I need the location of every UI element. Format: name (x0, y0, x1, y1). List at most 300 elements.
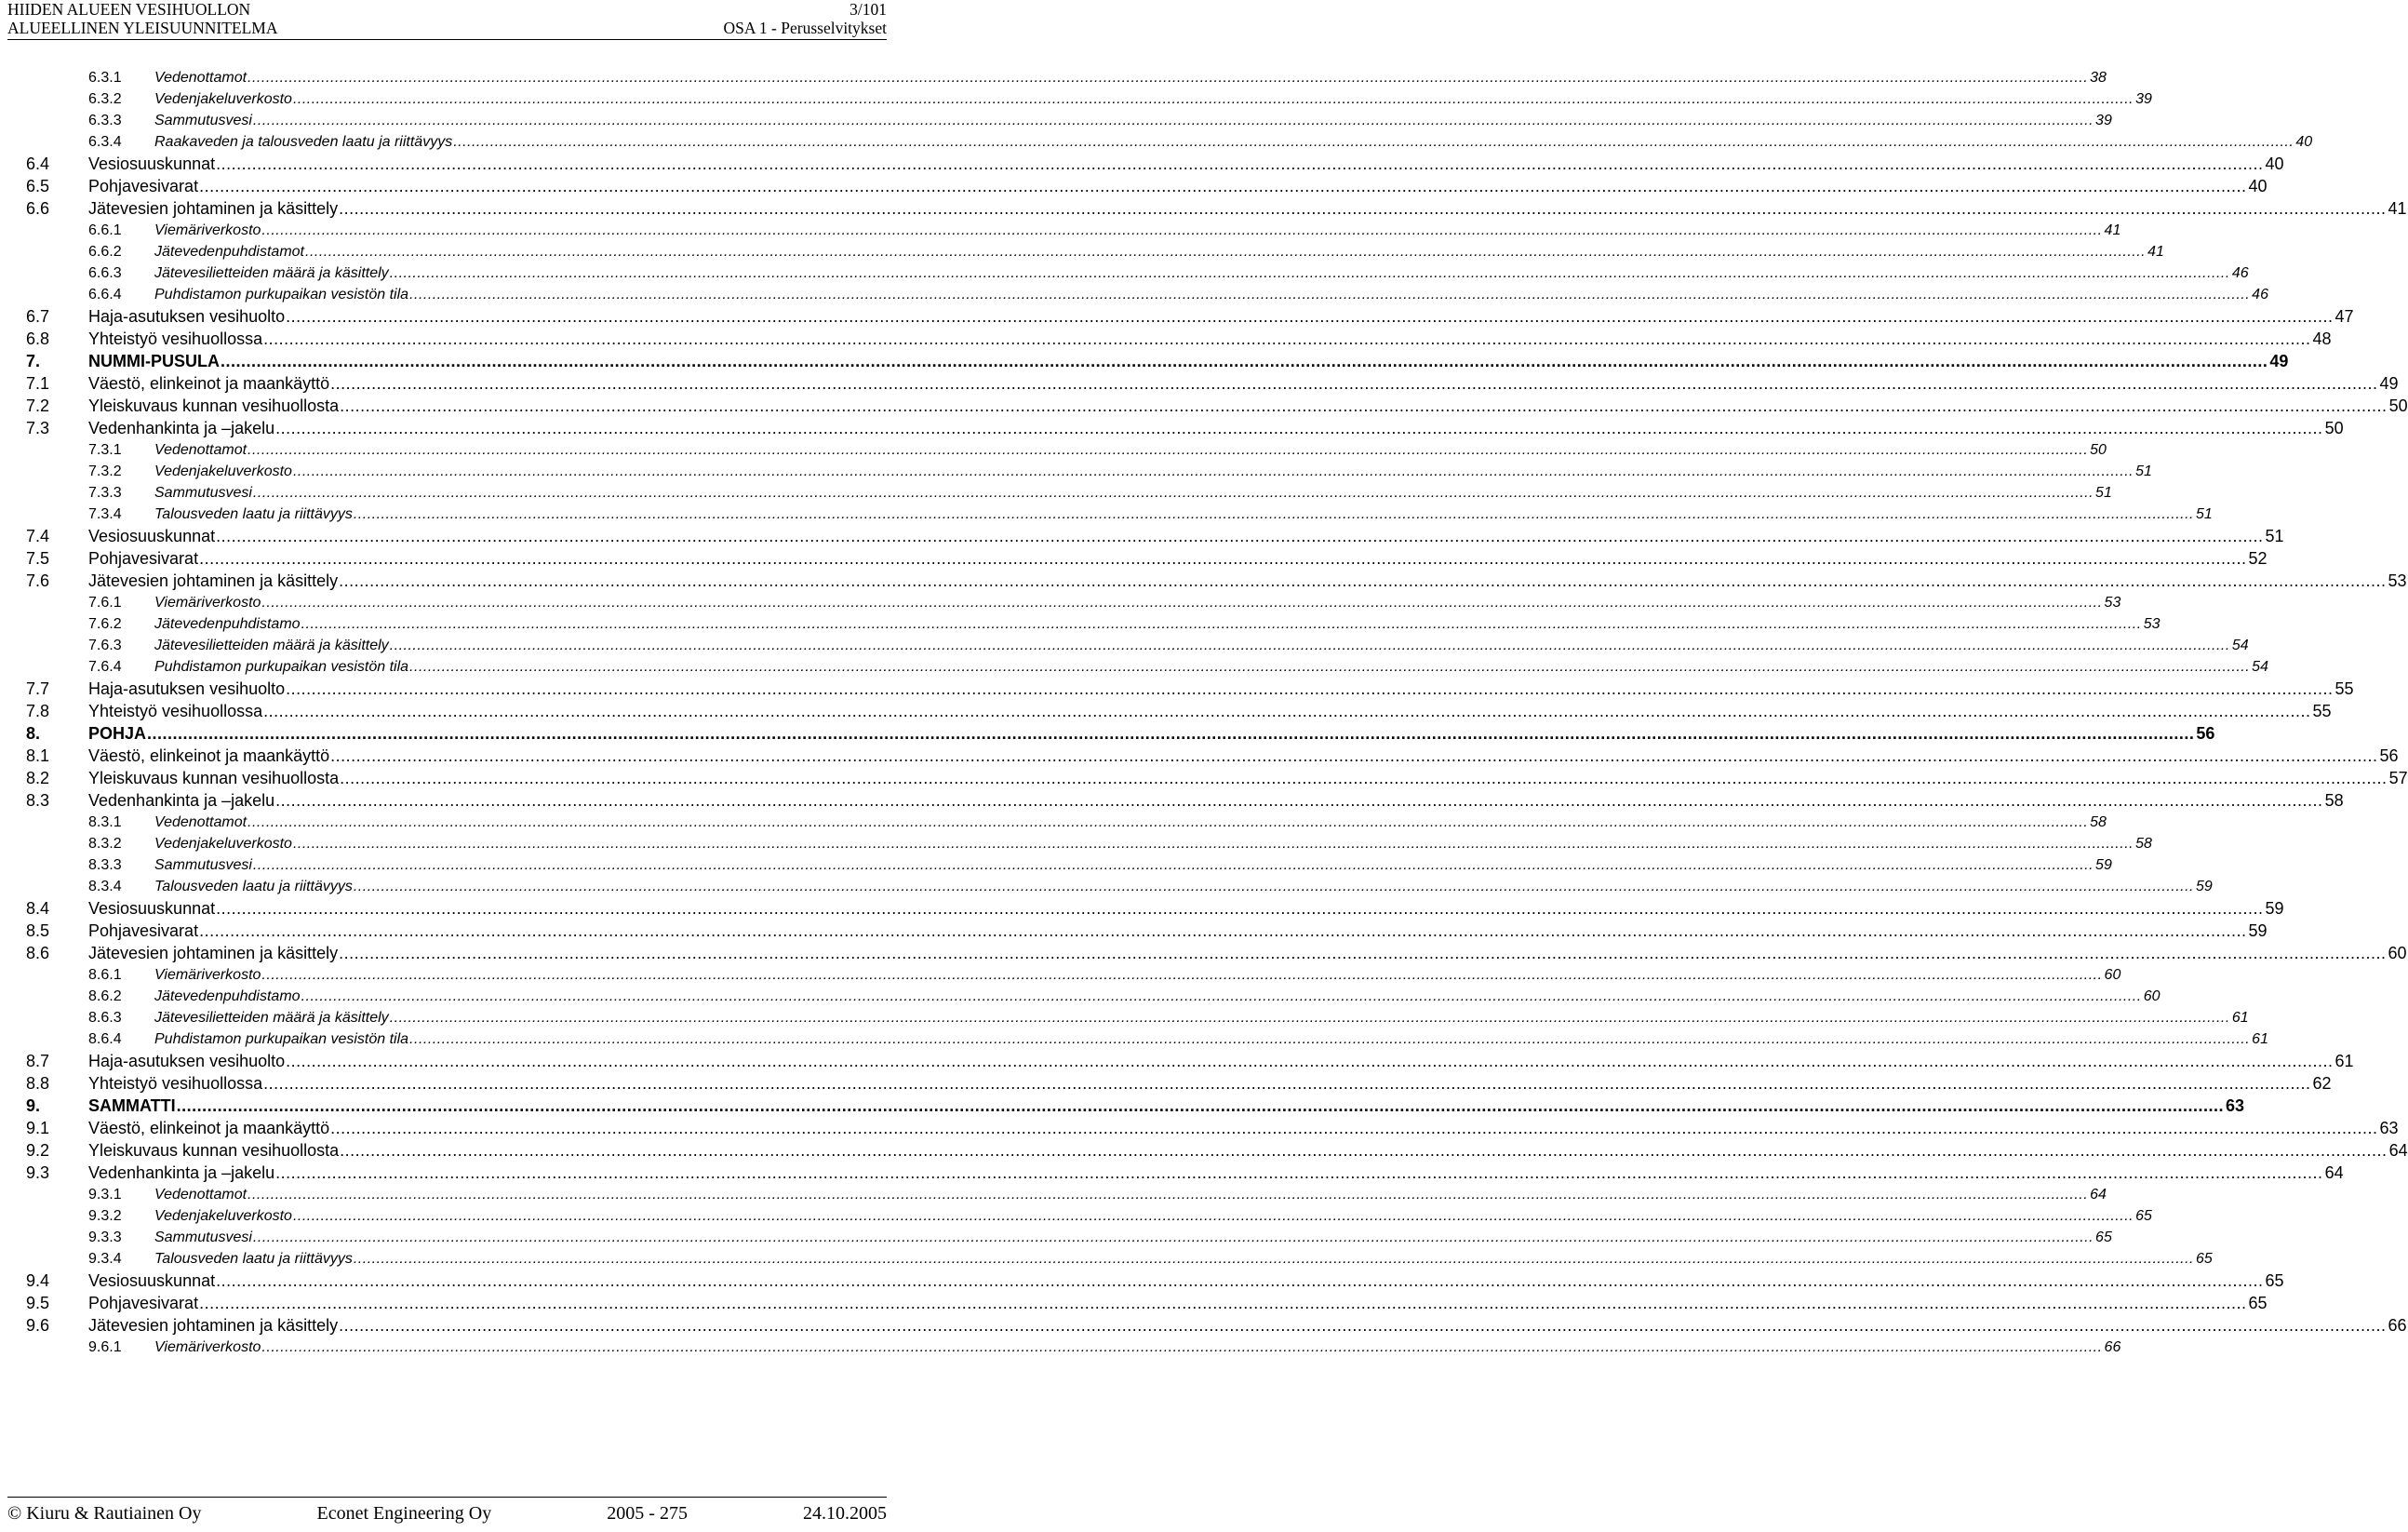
toc-entry[interactable] (26, 461, 2152, 482)
toc-dot-leader: ................................................................................................................................................................................................................................................................................................................................................................................................................ (275, 791, 2323, 810)
toc-entry-number: 9.3.3 (88, 1230, 122, 1245)
toc-dot-leader: ................................................................................................................................................................................................................................................................................................................................................................................................................ (409, 1031, 2251, 1047)
toc-dot-leader: ................................................................................................................................................................................................................................................................................................................................................................................................................ (353, 879, 2194, 894)
toc-entry-page: 65 (2195, 1251, 2213, 1267)
toc-entry-page: 52 (2248, 549, 2268, 568)
toc-entry-page: 40 (2295, 134, 2313, 150)
toc-entry-title: Pohjavesivarat (88, 1294, 199, 1312)
toc-entry[interactable] (26, 942, 2407, 964)
toc-entry-title: Väestö, elinkeinot ja maankäyttö (88, 1119, 330, 1137)
toc-entry[interactable] (26, 833, 2152, 854)
toc-entry[interactable] (26, 1095, 2245, 1117)
toc-entry-page: 56 (2379, 746, 2399, 765)
toc-entry-number: 8.6.3 (88, 1010, 122, 1026)
toc-dot-leader: ................................................................................................................................................................................................................................................................................................................................................................................................................ (247, 442, 2089, 458)
toc-entry-page: 54 (2252, 659, 2268, 675)
toc-entry-page: 58 (2324, 791, 2344, 810)
toc-entry[interactable] (26, 613, 2161, 635)
header-row-top (7, 0, 887, 19)
toc-entry-page: 53 (2388, 571, 2407, 590)
toc-entry-title: Jätevesien johtaminen ja käsittely (88, 944, 339, 962)
toc-entry[interactable] (26, 986, 2161, 1007)
toc-entry-number: 7.4 (26, 527, 50, 545)
toc-dot-leader: ................................................................................................................................................................................................................................................................................................................................................................................................................ (339, 571, 2387, 590)
toc-entry-page: 56 (2196, 724, 2215, 743)
toc-entry[interactable] (26, 678, 2354, 700)
toc-dot-leader: ................................................................................................................................................................................................................................................................................................................................................................................................................ (261, 967, 2103, 983)
toc-entry-page: 39 (2095, 113, 2112, 128)
toc-entry-number: 7.6.3 (88, 638, 122, 653)
toc-entry-title: Yhteistyö vesihuollossa (88, 702, 263, 720)
toc-entry-number: 6.3.1 (88, 70, 122, 86)
toc-dot-leader: ................................................................................................................................................................................................................................................................................................................................................................................................................ (330, 746, 2378, 765)
toc-entry-title: Puhdistamon purkupaikan vesistön tila (154, 287, 409, 302)
toc-entry-number: 9.1 (26, 1119, 50, 1137)
toc-dot-leader: ................................................................................................................................................................................................................................................................................................................................................................................................................ (199, 1294, 2247, 1312)
toc-entry-page: 64 (2388, 1141, 2408, 1160)
toc-dot-leader: ................................................................................................................................................................................................................................................................................................................................................................................................................ (389, 638, 2230, 653)
toc-entry-page: 54 (2231, 638, 2249, 653)
toc-entry-number: 8.6.2 (88, 988, 122, 1004)
toc-entry[interactable] (26, 395, 2408, 417)
toc-entry-title: Jätevesien johtaminen ja käsittely (88, 1316, 339, 1335)
toc-entry-title: NUMMI-PUSULA (88, 352, 220, 370)
toc-entry-number: 7. (26, 352, 41, 370)
toc-entry[interactable] (26, 131, 2313, 153)
toc-entry-page: 48 (2312, 329, 2332, 348)
toc-entry-title: Vedenjakeluverkosto (154, 464, 292, 479)
toc-entry-number: 6.3.4 (88, 134, 122, 150)
toc-entry-page: 46 (2231, 265, 2249, 281)
toc-entry[interactable] (26, 153, 2284, 175)
toc-entry[interactable] (26, 1205, 2152, 1227)
header-row-bottom (7, 19, 887, 37)
toc-entry-page: 65 (2095, 1230, 2112, 1245)
toc-entry-number: 7.8 (26, 702, 50, 720)
toc-entry-number: 6.8 (26, 329, 50, 348)
toc-entry[interactable] (26, 1139, 2408, 1162)
toc-entry[interactable] (26, 1314, 2407, 1337)
page-footer (7, 1497, 887, 1525)
toc-dot-leader: ................................................................................................................................................................................................................................................................................................................................................................................................................ (353, 506, 2194, 522)
toc-dot-leader: ................................................................................................................................................................................................................................................................................................................................................................................................................ (247, 70, 2089, 86)
toc-dot-leader: ................................................................................................................................................................................................................................................................................................................................................................................................................ (389, 265, 2230, 281)
toc-entry[interactable] (26, 700, 2332, 722)
toc-entry-page: 51 (2095, 485, 2112, 501)
toc-entry-title: Vedenhankinta ja –jakelu (88, 791, 275, 810)
toc-entry-page: 61 (2252, 1031, 2268, 1047)
toc-entry-number: 6.3.2 (88, 91, 122, 107)
toc-dot-leader: ................................................................................................................................................................................................................................................................................................................................................................................................................ (292, 1208, 2134, 1224)
toc-dot-leader: ................................................................................................................................................................................................................................................................................................................................................................................................................ (330, 1119, 2378, 1137)
toc-entry[interactable] (26, 482, 2112, 504)
toc-entry[interactable] (26, 854, 2112, 876)
toc-entry[interactable] (26, 1270, 2284, 1292)
toc-dot-leader: ................................................................................................................................................................................................................................................................................................................................................................................................................ (330, 374, 2378, 393)
toc-entry-page: 41 (2104, 222, 2121, 238)
toc-entry-number: 7.6.2 (88, 616, 122, 632)
toc-entry-title: Pohjavesivarat (88, 549, 199, 568)
toc-entry[interactable] (26, 1007, 2249, 1028)
toc-entry-number: 6.5 (26, 177, 50, 195)
toc-entry-page: 47 (2334, 307, 2354, 326)
toc-entry-title: Vesiosuuskunnat (88, 1271, 216, 1290)
toc-entry-title: Haja-asutuksen vesihuolto (88, 679, 286, 698)
toc-entry-page: 59 (2248, 921, 2268, 940)
toc-dot-leader: ................................................................................................................................................................................................................................................................................................................................................................................................................ (199, 177, 2247, 195)
toc-entry[interactable] (26, 1227, 2112, 1248)
toc-entry-number: 9.5 (26, 1294, 50, 1312)
toc-entry-number: 8.3 (26, 791, 50, 810)
toc-dot-leader: ................................................................................................................................................................................................................................................................................................................................................................................................................ (305, 244, 2147, 260)
toc-entry[interactable] (26, 920, 2268, 942)
toc-dot-leader: ................................................................................................................................................................................................................................................................................................................................................................................................................ (263, 329, 2311, 348)
toc-entry[interactable] (26, 175, 2268, 197)
toc-dot-leader: ................................................................................................................................................................................................................................................................................................................................................................................................................ (252, 1230, 2094, 1245)
toc-entry[interactable] (26, 110, 2112, 131)
toc-dot-leader: ................................................................................................................................................................................................................................................................................................................................................................................................................ (275, 419, 2323, 437)
toc-entry-number: 8.8 (26, 1074, 50, 1093)
toc-entry-title: Jätevesilietteiden määrä ja käsittely (154, 1010, 389, 1026)
toc-entry-title: Yhteistyö vesihuollossa (88, 329, 263, 348)
toc-entry-title: Vedenjakeluverkosto (154, 1208, 292, 1224)
table-of-contents (26, 67, 2408, 1358)
toc-entry-page: 40 (2265, 155, 2284, 173)
toc-dot-leader: ................................................................................................................................................................................................................................................................................................................................................................................................................ (453, 134, 2294, 150)
toc-dot-leader: ................................................................................................................................................................................................................................................................................................................................................................................................................ (216, 155, 2264, 173)
toc-entry-title: Haja-asutuksen vesihuolto (88, 1052, 286, 1070)
toc-entry-number: 7.3 (26, 419, 50, 437)
toc-entry-page: 41 (2388, 199, 2407, 218)
toc-entry-number: 9.3.1 (88, 1187, 122, 1203)
toc-dot-leader: ................................................................................................................................................................................................................................................................................................................................................................................................................ (247, 814, 2089, 830)
toc-entry-number: 9.6 (26, 1316, 50, 1335)
toc-dot-leader: ................................................................................................................................................................................................................................................................................................................................................................................................................ (292, 464, 2134, 479)
footer-copyright: © Kiuru & Rautiainen Oy (7, 1503, 202, 1524)
toc-entry-number: 8.6.4 (88, 1031, 122, 1047)
toc-entry[interactable] (26, 1337, 2121, 1358)
toc-entry[interactable] (26, 525, 2284, 547)
toc-entry[interactable] (26, 197, 2407, 220)
toc-entry-title: Viemäriverkosto (154, 595, 261, 611)
toc-entry-title: Viemäriverkosto (154, 1339, 261, 1355)
toc-dot-leader: ................................................................................................................................................................................................................................................................................................................................................................................................................ (389, 1010, 2230, 1026)
toc-dot-leader: ................................................................................................................................................................................................................................................................................................................................................................................................................ (263, 702, 2311, 720)
toc-entry[interactable] (26, 328, 2332, 350)
toc-entry-page: 63 (2379, 1119, 2399, 1137)
toc-entry-page: 49 (2379, 374, 2399, 393)
toc-dot-leader: ................................................................................................................................................................................................................................................................................................................................................................................................................ (409, 659, 2251, 675)
toc-entry-page: 64 (2324, 1163, 2344, 1182)
toc-dot-leader: ................................................................................................................................................................................................................................................................................................................................................................................................................ (252, 857, 2094, 873)
toc-entry[interactable] (26, 656, 2268, 678)
toc-entry-title: Vedenottamot (154, 442, 247, 458)
toc-dot-leader: ................................................................................................................................................................................................................................................................................................................................................................................................................ (275, 1163, 2323, 1182)
toc-entry-page: 50 (2388, 396, 2408, 415)
toc-entry-number: 8.7 (26, 1052, 50, 1070)
toc-entry-page: 51 (2135, 464, 2152, 479)
toc-entry-title: Vedenottamot (154, 814, 247, 830)
toc-entry-page: 55 (2334, 679, 2354, 698)
toc-entry-number: 8.6 (26, 944, 50, 962)
toc-entry-page: 57 (2388, 769, 2408, 787)
toc-dot-leader: ................................................................................................................................................................................................................................................................................................................................................................................................................ (261, 1339, 2103, 1355)
toc-entry-page: 50 (2090, 442, 2107, 458)
toc-entry-title: Viemäriverkosto (154, 967, 261, 983)
toc-entry-number: 6.6.2 (88, 244, 122, 260)
toc-entry-page: 66 (2388, 1316, 2407, 1335)
toc-entry-number: 6.6.1 (88, 222, 122, 238)
toc-dot-leader: ................................................................................................................................................................................................................................................................................................................................................................................................................ (301, 988, 2142, 1004)
toc-entry[interactable] (26, 570, 2407, 592)
toc-entry-title: Talousveden laatu ja riittävyys (154, 879, 353, 894)
toc-entry-title: Vedenottamot (154, 70, 247, 86)
header-document-title-line1: HIIDEN ALUEEN VESIHUOLLON (7, 0, 251, 19)
toc-entry-number: 6.6.4 (88, 287, 122, 302)
toc-dot-leader: ................................................................................................................................................................................................................................................................................................................................................................................................................ (301, 616, 2142, 632)
toc-entry-title: Talousveden laatu ja riittävyys (154, 506, 353, 522)
toc-entry-title: Yleiskuvaus kunnan vesihuollosta (88, 1141, 340, 1160)
toc-entry-number: 7.2 (26, 396, 50, 415)
toc-entry-number: 6.6.3 (88, 265, 122, 281)
toc-entry[interactable] (26, 417, 2344, 439)
toc-entry-page: 41 (2147, 244, 2164, 260)
toc-dot-leader: ................................................................................................................................................................................................................................................................................................................................................................................................................ (216, 899, 2264, 918)
toc-entry-title: Pohjavesivarat (88, 177, 199, 195)
toc-entry-number: 8.3.2 (88, 836, 122, 852)
toc-entry[interactable] (26, 88, 2152, 110)
header-page-number: 3/101 (849, 0, 887, 19)
toc-entry[interactable] (26, 1162, 2344, 1184)
toc-entry-title: Sammutusvesi (154, 113, 252, 128)
toc-entry-number: 7.3.4 (88, 506, 122, 522)
toc-entry-title: Yhteistyö vesihuollossa (88, 1074, 263, 1093)
toc-dot-leader: ................................................................................................................................................................................................................................................................................................................................................................................................................ (261, 595, 2103, 611)
toc-dot-leader: ................................................................................................................................................................................................................................................................................................................................................................................................................ (286, 1052, 2334, 1070)
toc-entry-page: 60 (2104, 967, 2121, 983)
toc-entry-number: 7.1 (26, 374, 50, 393)
header-section-name: OSA 1 - Perusselvitykset (723, 19, 887, 37)
toc-entry[interactable] (26, 789, 2344, 812)
page-header (7, 0, 887, 40)
toc-entry-page: 61 (2231, 1010, 2249, 1026)
toc-entry-number: 7.5 (26, 549, 50, 568)
toc-entry[interactable] (26, 284, 2268, 305)
toc-entry-page: 66 (2104, 1339, 2121, 1355)
toc-entry-title: Puhdistamon purkupaikan vesistön tila (154, 659, 409, 675)
toc-entry-number: 8.2 (26, 769, 50, 787)
toc-entry[interactable] (26, 350, 2289, 372)
toc-entry-title: Jätevesilietteiden määrä ja käsittely (154, 638, 389, 653)
toc-entry-number: 8.3.3 (88, 857, 122, 873)
toc-entry-title: Vedenhankinta ja –jakelu (88, 419, 275, 437)
toc-entry-title: Jätevedenpuhdistamo (154, 988, 301, 1004)
toc-entry-number: 7.6.1 (88, 595, 122, 611)
toc-entry-title: Jätevedenpuhdistamo (154, 616, 301, 632)
toc-dot-leader: ................................................................................................................................................................................................................................................................................................................................................................................................................ (292, 91, 2134, 107)
toc-entry-title: Vesiosuuskunnat (88, 899, 216, 918)
toc-entry-number: 8. (26, 724, 41, 743)
toc-entry-page: 62 (2312, 1074, 2332, 1093)
toc-entry-page: 51 (2195, 506, 2213, 522)
toc-entry-number: 6.6 (26, 199, 50, 218)
toc-entry[interactable] (26, 305, 2354, 328)
toc-entry[interactable] (26, 897, 2284, 920)
toc-entry[interactable] (26, 1050, 2354, 1072)
toc-entry[interactable] (26, 220, 2121, 241)
footer-project-number: 2005 - 275 (607, 1503, 688, 1524)
toc-entry-page: 65 (2265, 1271, 2284, 1290)
toc-entry-title: Väestö, elinkeinot ja maankäyttö (88, 746, 330, 765)
toc-entry-page: 53 (2143, 616, 2161, 632)
toc-entry[interactable] (26, 767, 2408, 789)
toc-entry-number: 9.2 (26, 1141, 50, 1160)
toc-entry-title: Sammutusvesi (154, 1230, 252, 1245)
toc-entry[interactable] (26, 876, 2213, 897)
toc-entry-number: 6.3.3 (88, 113, 122, 128)
footer-date: 24.10.2005 (802, 1503, 887, 1524)
toc-entry[interactable] (26, 964, 2121, 986)
toc-dot-leader: ................................................................................................................................................................................................................................................................................................................................................................................................................ (286, 307, 2334, 326)
toc-entry[interactable] (26, 262, 2249, 284)
toc-entry[interactable] (26, 1117, 2399, 1139)
toc-entry-page: 59 (2095, 857, 2112, 873)
toc-entry-title: Sammutusvesi (154, 485, 252, 501)
toc-dot-leader: ................................................................................................................................................................................................................................................................................................................................................................................................................ (176, 1096, 2225, 1115)
toc-dot-leader: ................................................................................................................................................................................................................................................................................................................................................................................................................ (147, 724, 2195, 743)
toc-entry-number: 7.6 (26, 571, 50, 590)
toc-entry-title: Yleiskuvaus kunnan vesihuollosta (88, 396, 340, 415)
toc-entry-page: 64 (2090, 1187, 2107, 1203)
toc-entry-page: 46 (2252, 287, 2268, 302)
toc-entry-title: Raakaveden ja talousveden laatu ja riittävyys (154, 134, 453, 150)
toc-entry[interactable] (26, 592, 2121, 613)
toc-entry-page: 65 (2248, 1294, 2268, 1312)
toc-dot-leader: ................................................................................................................................................................................................................................................................................................................................................................................................................ (199, 549, 2247, 568)
toc-entry-title: Vesiosuuskunnat (88, 155, 216, 173)
toc-dot-leader: ................................................................................................................................................................................................................................................................................................................................................................................................................ (286, 679, 2334, 698)
toc-dot-leader: ................................................................................................................................................................................................................................................................................................................................................................................................................ (339, 1316, 2387, 1335)
toc-entry[interactable] (26, 547, 2268, 570)
toc-entry[interactable] (26, 241, 2164, 262)
toc-entry-title: Vesiosuuskunnat (88, 527, 216, 545)
toc-entry[interactable] (26, 504, 2213, 525)
toc-entry-page: 38 (2090, 70, 2107, 86)
toc-entry-page: 39 (2135, 91, 2152, 107)
toc-entry[interactable] (26, 1248, 2213, 1270)
toc-entry-page: 49 (2269, 352, 2289, 370)
toc-entry[interactable] (26, 1072, 2332, 1095)
toc-entry-title: Jätevesilietteiden määrä ja käsittely (154, 265, 389, 281)
toc-entry-number: 9.4 (26, 1271, 50, 1290)
toc-entry-page: 59 (2195, 879, 2213, 894)
toc-entry[interactable] (26, 372, 2399, 395)
toc-entry-page: 59 (2265, 899, 2284, 918)
toc-entry-title: Sammutusvesi (154, 857, 252, 873)
toc-entry-title: SAMMATTI (88, 1096, 176, 1115)
toc-entry-page: 51 (2265, 527, 2284, 545)
toc-entry-number: 8.1 (26, 746, 50, 765)
toc-entry-page: 61 (2334, 1052, 2354, 1070)
toc-entry-title: Puhdistamon purkupaikan vesistön tila (154, 1031, 409, 1047)
toc-dot-leader: ................................................................................................................................................................................................................................................................................................................................................................................................................ (340, 1141, 2388, 1160)
toc-entry[interactable] (26, 439, 2107, 461)
toc-entry-title: Jätevedenpuhdistamot (154, 244, 304, 260)
toc-dot-leader: ................................................................................................................................................................................................................................................................................................................................................................................................................ (221, 352, 2268, 370)
toc-entry[interactable] (26, 745, 2399, 767)
toc-entry-number: 7.3.1 (88, 442, 122, 458)
toc-dot-leader: ................................................................................................................................................................................................................................................................................................................................................................................................................ (340, 396, 2388, 415)
toc-entry-title: Viemäriverkosto (154, 222, 261, 238)
toc-entry-page: 60 (2388, 944, 2407, 962)
toc-entry-page: 58 (2135, 836, 2152, 852)
toc-entry-number: 8.3.1 (88, 814, 122, 830)
toc-entry-number: 8.5 (26, 921, 50, 940)
toc-dot-leader: ................................................................................................................................................................................................................................................................................................................................................................................................................ (340, 769, 2388, 787)
toc-entry[interactable] (26, 812, 2107, 833)
toc-entry-title: Vedenjakeluverkosto (154, 91, 292, 107)
toc-entry[interactable] (26, 1184, 2107, 1205)
toc-entry-page: 58 (2090, 814, 2107, 830)
toc-dot-leader: ................................................................................................................................................................................................................................................................................................................................................................................................................ (252, 113, 2094, 128)
toc-dot-leader: ................................................................................................................................................................................................................................................................................................................................................................................................................ (409, 287, 2251, 302)
toc-entry-title: Jätevesien johtaminen ja käsittely (88, 199, 339, 218)
toc-entry-number: 9.3.4 (88, 1251, 122, 1267)
toc-dot-leader: ................................................................................................................................................................................................................................................................................................................................................................................................................ (252, 485, 2094, 501)
toc-entry-number: 8.4 (26, 899, 50, 918)
toc-entry-title: Vedenjakeluverkosto (154, 836, 292, 852)
toc-entry[interactable] (26, 635, 2249, 656)
toc-entry[interactable] (26, 67, 2107, 88)
toc-entry[interactable] (26, 1292, 2268, 1314)
toc-entry-page: 55 (2312, 702, 2332, 720)
toc-entry-title: Pohjavesivarat (88, 921, 199, 940)
toc-entry-number: 7.3.3 (88, 485, 122, 501)
toc-dot-leader: ................................................................................................................................................................................................................................................................................................................................................................................................................ (263, 1074, 2311, 1093)
toc-entry-number: 9. (26, 1096, 41, 1115)
toc-dot-leader: ................................................................................................................................................................................................................................................................................................................................................................................................................ (216, 527, 2264, 545)
toc-entry-title: Vedenottamot (154, 1187, 247, 1203)
toc-entry-title: Väestö, elinkeinot ja maankäyttö (88, 374, 330, 393)
toc-dot-leader: ................................................................................................................................................................................................................................................................................................................................................................................................................ (353, 1251, 2194, 1267)
toc-entry-title: POHJA (88, 724, 147, 743)
toc-entry-number: 7.6.4 (88, 659, 122, 675)
toc-entry-number: 7.3.2 (88, 464, 122, 479)
header-document-title-line2: ALUEELLINEN YLEISUUNNITELMA (7, 19, 278, 37)
toc-entry-title: Yleiskuvaus kunnan vesihuollosta (88, 769, 340, 787)
toc-dot-leader: ................................................................................................................................................................................................................................................................................................................................................................................................................ (261, 222, 2103, 238)
toc-entry-number: 8.6.1 (88, 967, 122, 983)
toc-entry-page: 63 (2226, 1096, 2245, 1115)
toc-entry[interactable] (26, 722, 2215, 745)
toc-entry-page: 50 (2324, 419, 2344, 437)
toc-entry-number: 9.6.1 (88, 1339, 122, 1355)
toc-dot-leader: ................................................................................................................................................................................................................................................................................................................................................................................................................ (339, 199, 2387, 218)
toc-entry-number: 9.3 (26, 1163, 50, 1182)
toc-dot-leader: ................................................................................................................................................................................................................................................................................................................................................................................................................ (216, 1271, 2264, 1290)
toc-dot-leader: ................................................................................................................................................................................................................................................................................................................................................................................................................ (292, 836, 2134, 852)
toc-dot-leader: ................................................................................................................................................................................................................................................................................................................................................................................................................ (247, 1187, 2089, 1203)
toc-entry[interactable] (26, 1028, 2268, 1050)
toc-entry-number: 6.4 (26, 155, 50, 173)
toc-entry-page: 40 (2248, 177, 2268, 195)
toc-entry-title: Talousveden laatu ja riittävyys (154, 1251, 353, 1267)
toc-entry-number: 8.3.4 (88, 879, 122, 894)
toc-entry-number: 7.7 (26, 679, 50, 698)
toc-entry-number: 6.7 (26, 307, 50, 326)
footer-company: Econet Engineering Oy (316, 1503, 492, 1524)
toc-entry-title: Vedenhankinta ja –jakelu (88, 1163, 275, 1182)
